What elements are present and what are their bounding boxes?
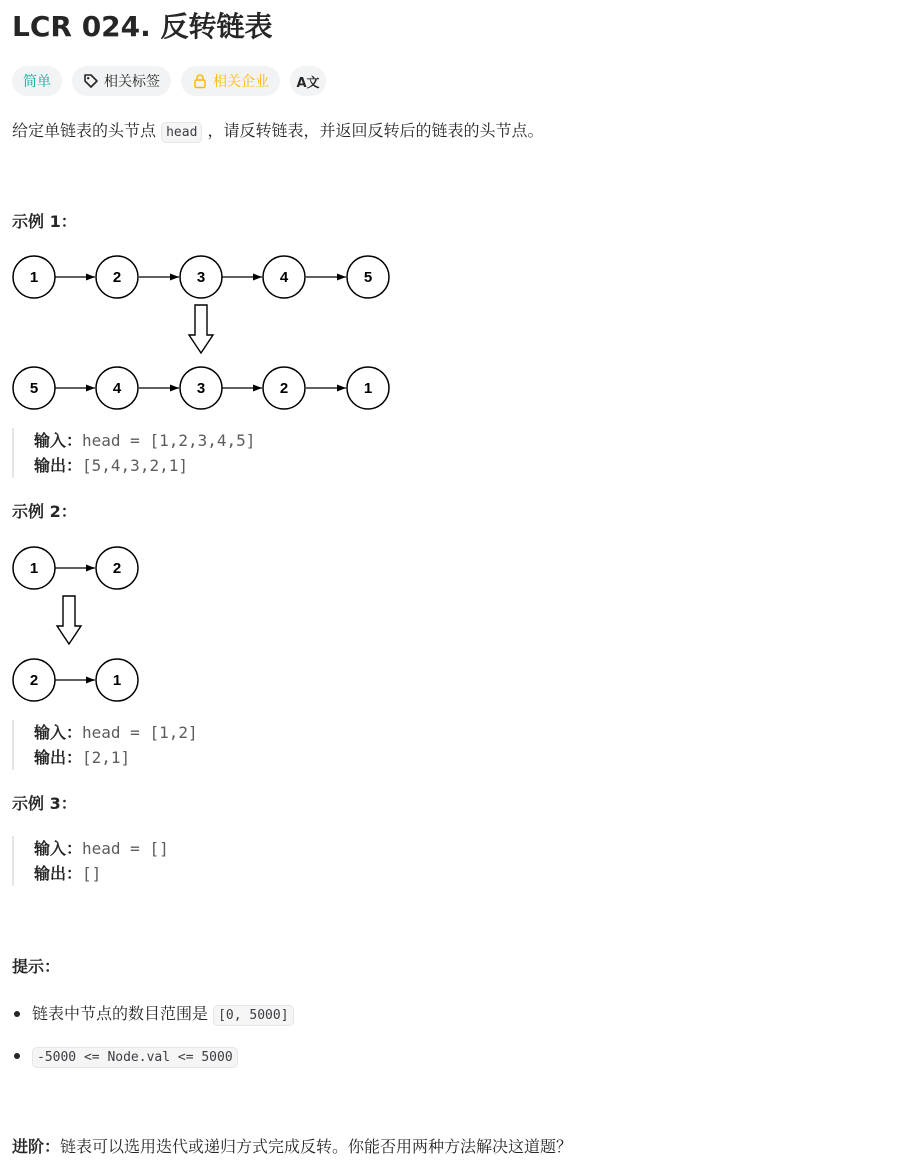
example-3-io xyxy=(12,836,169,886)
svg-text:1: 1 xyxy=(29,560,39,577)
constraint-code: -5000 <= Node.val <= 5000 xyxy=(32,1047,238,1068)
down-arrow-icon xyxy=(189,305,213,353)
svg-text:1: 1 xyxy=(112,672,122,689)
difficulty-label: 简单 xyxy=(23,74,51,90)
tag-icon xyxy=(83,73,99,89)
svg-text:1: 1 xyxy=(29,269,39,286)
list-node xyxy=(13,547,55,589)
output-label: 输出： xyxy=(34,456,83,475)
example-1-diagram xyxy=(0,250,400,415)
list-node xyxy=(96,256,138,298)
list-node xyxy=(347,367,389,409)
description-text-2: ，请反转链表，并返回反转后的链表的头节点。 xyxy=(202,121,544,140)
translate-button[interactable] xyxy=(290,66,326,96)
svg-text:4: 4 xyxy=(112,380,122,397)
output-value: [] xyxy=(82,864,102,883)
constraint-code: [0, 5000] xyxy=(213,1005,293,1026)
constraint-text: 链表中节点的数目范围是 xyxy=(32,1004,214,1023)
list-node xyxy=(13,659,55,701)
svg-text:4: 4 xyxy=(279,269,289,286)
follow-up-text: 链表可以选用迭代或递归方式完成反转。你能否用两种方法解决这道题？ xyxy=(60,1137,573,1156)
follow-up-label: 进阶： xyxy=(12,1137,61,1156)
list-node xyxy=(180,256,222,298)
input-label: 输入： xyxy=(34,431,83,450)
svg-text:5: 5 xyxy=(363,269,373,286)
svg-text:3: 3 xyxy=(196,269,206,286)
related-companies-button[interactable] xyxy=(181,66,280,96)
input-value: head = [] xyxy=(82,839,169,858)
example-2-diagram xyxy=(0,541,160,706)
list-node xyxy=(180,367,222,409)
input-value: head = [1,2,3,4,5] xyxy=(82,431,256,450)
bullet-icon xyxy=(14,1053,20,1059)
svg-text:1: 1 xyxy=(363,380,373,397)
output-label: 输出： xyxy=(34,748,83,767)
list-node xyxy=(263,367,305,409)
example-1-heading: 示例 1： xyxy=(12,212,77,231)
list-node xyxy=(13,256,55,298)
related-topics-button[interactable] xyxy=(72,66,171,96)
svg-text:3: 3 xyxy=(196,380,206,397)
problem-description xyxy=(12,118,544,146)
constraint-item xyxy=(12,1043,294,1085)
problem-title: LCR 024. 反转链表 xyxy=(12,10,273,43)
svg-text:2: 2 xyxy=(29,672,39,689)
list-node xyxy=(13,367,55,409)
follow-up xyxy=(12,1134,572,1160)
list-node xyxy=(347,256,389,298)
output-value: [5,4,3,2,1] xyxy=(82,456,188,475)
example-1-io xyxy=(12,428,255,478)
bullet-icon xyxy=(14,1011,20,1017)
tag-bar xyxy=(12,66,326,96)
example-2-top-row xyxy=(13,547,138,589)
input-value: head = [1,2] xyxy=(82,723,198,742)
list-node xyxy=(96,367,138,409)
description-text-1: 给定单链表的头节点 xyxy=(12,121,162,140)
constraints-list xyxy=(12,1001,294,1085)
svg-text:5: 5 xyxy=(29,380,39,397)
related-companies-label: 相关企业 xyxy=(213,74,269,90)
example-2-bottom-row xyxy=(13,659,138,701)
output-value: [2,1] xyxy=(82,748,131,767)
svg-text:2: 2 xyxy=(112,560,122,577)
list-node xyxy=(263,256,305,298)
list-node xyxy=(96,659,138,701)
input-label: 输入： xyxy=(34,839,83,858)
example-2-heading: 示例 2： xyxy=(12,502,77,521)
svg-text:2: 2 xyxy=(279,380,289,397)
difficulty-tag[interactable] xyxy=(12,66,62,96)
example-1-bottom-row xyxy=(13,367,389,409)
example-3-heading: 示例 3： xyxy=(12,794,77,813)
related-topics-label: 相关标签 xyxy=(104,74,160,90)
output-label: 输出： xyxy=(34,864,83,883)
down-arrow-icon xyxy=(57,596,81,644)
list-node xyxy=(96,547,138,589)
constraints-heading: 提示： xyxy=(12,957,61,976)
constraint-item xyxy=(12,1001,294,1043)
example-2-io xyxy=(12,720,198,770)
description-code: head xyxy=(161,122,202,143)
input-label: 输入： xyxy=(34,723,83,742)
example-1-top-row xyxy=(13,256,389,298)
svg-text:2: 2 xyxy=(112,269,122,286)
translate-icon: A文 xyxy=(296,75,320,91)
lock-icon xyxy=(192,73,208,89)
